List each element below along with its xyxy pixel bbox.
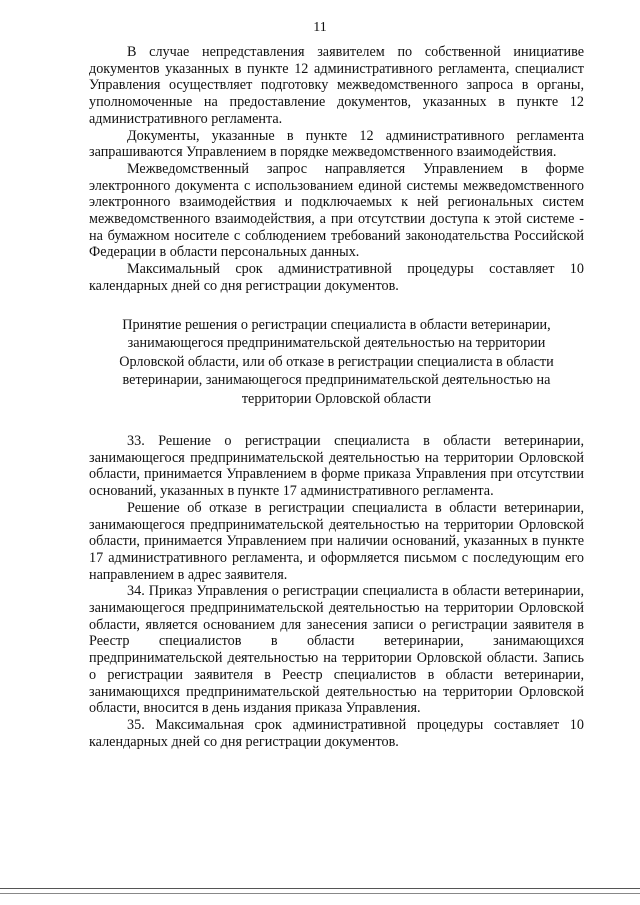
paragraph: 35. Максимальная срок административной процедуры составляет 10 календарных дней со дня регистрации документов.	[89, 717, 584, 750]
document-body	[89, 44, 584, 750]
page-number: 11	[313, 20, 327, 35]
paragraph: 33. Решение о регистрации специалиста в области ветеринарии, занимающегося предпринимательской деятельностью на территории Орловской области, принимается Управлением в форме приказа Управления при отсутствии оснований, указанных в пункте 17 административного регламента.	[89, 433, 584, 500]
scan-edge-line	[0, 893, 640, 894]
paragraph: В случае непредставления заявителем по собственной инициативе документов указанных в пункте 12 административного регламента, специалист Управления осуществляет подготовку межведомственного запроса в органы, уполномоченные на предоставление документов, указанных в пункте 12 административного регламента.	[89, 44, 584, 127]
paragraph: Решение об отказе в регистрации специалиста в области ветеринарии, занимающегося предпринимательской деятельностью на территории Орловской области, принимается Управлением при наличии оснований, указанных в пункте 17 административного регламента, и оформляется письмом с последующим его направлением в адрес заявителя.	[89, 499, 584, 583]
paragraph: Максимальный срок административной процедуры составляет 10 календарных дней со дня регистрации документов.	[89, 261, 584, 294]
paragraph: Документы, указанные в пункте 12 административного регламента запрашиваются Управлением в порядке межведомственного взаимодействия.	[89, 127, 584, 161]
section-heading: Принятие решения о регистрации специалиста в области ветеринарии, занимающегося предпринимательской деятельностью на территории Орловской области, или об отказе в регистрации специалиста в области ветеринарии, занимающегося предпринимательской деятельностью на территории Орловской области	[119, 316, 554, 407]
paragraph: 34. Приказ Управления о регистрации специалиста в области ветеринарии, занимающегося предпринимательской деятельностью на территории Орловской области, является основанием для занесения записи о регистрации заявителя в Реестр специалистов в области ветеринарии, занимающихся предпринимательской деятельностью на территории Орловской области. Запись о регистрации заявителя в Реестр специалистов в области ветеринарии, занимающихся предпринимательской деятельностью на территории Орловской области, вносится в день издания приказа Управления.	[89, 583, 584, 717]
scan-edge-line	[0, 888, 640, 889]
paragraph: Межведомственный запрос направляется Управлением в форме электронного документа с использованием единой системы межведомственного электронного взаимодействия и подключаемых к ней региональных систем межведомственного взаимодействия, а при отсутствии доступа к этой системе - на бумажном носителе с соблюдением требований законодательства Российской Федерации в области персональных данных.	[89, 160, 584, 261]
